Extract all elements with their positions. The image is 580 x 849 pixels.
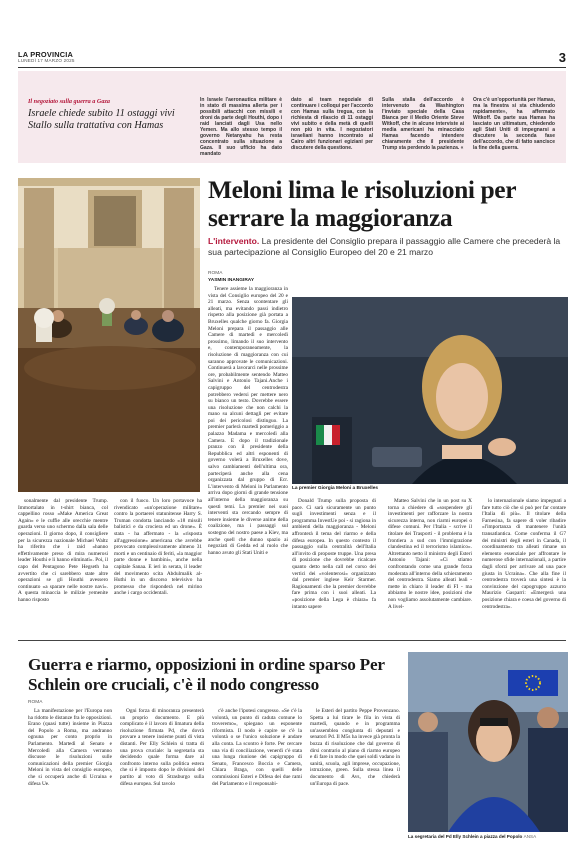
left-story-column-2: con il fuoco. Un loro portavoce ha rivendicato «un'operazione militare» contro la portaerei statunitense Harry S. Truman condotta lanciando «18 missili balistici e da crociera ed un drone». È stata - ha affermato - la «risposta all'aggressione» americana che avrebbe provocato complessivamente almeno 31 morti e un centinaio di feriti, «la maggior parte donne e bambini», anche nella capitale Sanaa. E ieri in serata, il leader del movimento scita Abdulmalik al-Huthi in un discorso televisivo ha promesso che risponderà nel mirino anche i cargo occidentali. (114, 498, 202, 597)
second-byline: ROMA (28, 700, 43, 705)
photo-schlein (408, 652, 568, 832)
meeting-room-illustration (18, 178, 200, 492)
top-story-column-3: Sulla stalla dell'accordo è intervenuto da Washington l'inviato speciale della Casa Bianca per il Medio Oriente Steve Witkoff, che in alcune interviste ai media americani ha minacciato Hamas facendo intendere chiaramente che il presidente Trump sta perdendo la pazienza. « (382, 97, 464, 151)
second-article-column-3: c'è anche l'ipotesi congresso. «Se c'è la volontà, un punto di caduta comune lo troveremo», spiegano un esponente riformista. Il nodo è capire se c'è la volontà o se l'unico soluzione è andare alla conta. La scontro è forte. Per cercare una via di conciliazione, venerdì c'è stata una lunga riunione dei capigruppo di Senato, Francesco Boccia e Camera, Chiara Braga, con quelli delle commissioni Esteri e Difesa dei due rami del Parlamento e il responsabi- (212, 708, 302, 787)
photo-meloni (292, 297, 568, 484)
second-headline: Guerra e riarmo, opposizioni in ordine sparso Per Schlein ore cruciali, c'è il nodo congresso (28, 655, 385, 694)
photo-meeting-room (18, 178, 200, 492)
photo-credit: ANSA (523, 834, 537, 839)
second-article-column-1: La manifestazione per l'Europa non ha ridotto le distanze fra le opposizioni. Erano (quasi tutte) insieme in Piazza del Popolo a Roma, ma andranno ognuna per conto proprio in Parlamento. Martedì al Senato e Mercoledì alla Camera verranno discusse le risoluzioni sulle comunicazioni della premier Giorgia Meloni in vista del consiglio europeo, che si occuperà anche di Ucraina e difesa Ue. (28, 708, 112, 787)
standfirst-lead: L'intervento. (208, 236, 260, 246)
top-story-column-2: dato al team negoziale di continuare i colloqui per l'accordo con Hamas sulla tregua, con la richiesta di rilascio di 11 ostaggi vivi subito e della metà di quelli non più in vita. I negoziatori israeliani hanno incontrato al Cairo altri funzionari egiziani per discutere della questione. (291, 97, 373, 151)
byline-city: ROMA (208, 271, 223, 276)
top-story-column-1: In Israele l'aeronautica militare è in stato di massima allerta per i possibili attacchi con missili e droni da parte degli Houthi, dopo i raid lanciati dagli Usa nello Yemen. Ma allo stesso tempo il governo Netanyahu ha resta concentrato sulla situazione a Gaza. Il suo ufficio ha dato mandato (200, 97, 282, 157)
left-story-column-1: sonalmente dal presidente Trump. Immortalato in t-shirt bianca, col cappellino rosso «Make America Great Again» e le cuffie alle orecchie mentre guarda verso uno schermo dalla sala delle operazioni. Il giorno dopo, il consigliere per la sicurezza nazionale Michael Waltz ha riferito che i raid «hanno effettivamente preso di mira numerosi leader Houthi e li hanno eliminati». Poi, il capo del Pentagono Pete Hegseth ha avvertito che ci sarebbero state altre operazioni se gli Houthi avessero continuato «a sparare nelle nostre navi». A questa minaccia le milizie yemenite hanno risposto (18, 498, 108, 603)
meloni-portrait-illustration (292, 297, 568, 484)
main-article-column-3: Matteo Salvini che in un post su X torna a chiedere di «sospendere gli investimenti per rafforzare la nostra sicurezza interna, non riarmi europei o difese comuni. Per l'Italia - scrive il titolare dei Trasporti - il problema è la frontiera a sud con l'immigrazione clandestina ed il terrorismo islamico». Altrettanto netto il ministro degli Esteri Antonio Tajani: «Ci stiamo confrontando come una grande forza moderata all'interno della schieramento del centrodestra. Siamo alleati leali - mette in chiaro il leader di FI - ma abbiamo le nostre idee, posizioni che non vogliamo assolutamente cambiare. A livel- (388, 498, 472, 610)
newspaper-logo: LA PROVINCIA (18, 50, 74, 59)
issue-date: LUNEDÌ 17 MARZO 2025 (18, 58, 75, 63)
byline-author: YASMIN INANGIRAY (208, 278, 255, 283)
second-article-column-4: le Esteri del partito Peppe Provenzano. Spetta a lui tirare le fila in vista di martedì, quando e in programma un'assemblea congiunta di deputati e senatori Pd. Il M5s ha invece già pronta la bozza di risoluzione che dal governo di dirsi contrario al piano di riarmo europeo e di fare in modo che quei soldi vadano in sanità, scuola, agli imprese, occupazione, istruzione, green. Sulla stessa linea il documento di Avs, che chiederà un'Europa di pace. (310, 708, 400, 787)
main-headline: Meloni lima le risoluzioni per serrare la maggioranza (208, 175, 516, 232)
photo-schlein-caption: La segretaria del Pd Elly Schlein a piazza del Popolo ANSA (408, 834, 537, 839)
main-article-column-1: Tenere assieme la maggioranza in vista del Consiglio europeo del 20 e 21 marzo. Senza scontentare gli alleati, ma evitando passi indietro rispetto alla posizione già portata a Bruxelles qualche giorno fa. Giorgia Meloni prepara il passaggio alle Camere di martedì e mercoledì prossimo, limando il suo intervento e, contemporaneamente, la risoluzione di maggioranza con cui saranno approvate le comunicazioni. Continuerà a lavorarci nelle prossime ore, probabilmente sentendo Matteo Salvini e Antonio Tajani.Anche i capigruppo del centrodestra potrebbero vedersi per mettere nero su bianco un testo. Dovrebbe essere una risoluzione che non calchi la mano su alcuni dettagli per evitare poi dei pericolosi distinguo. La premier parlerà martedì pomeriggio a palazzo Madama e mercoledì alla Camera. E dopo il tradizionale pranzo con il presidente della Repubblica ed altri esponenti di governo volerà a Bruxelles dove, salvo cambiamenti dell'ultima ora, parteciperà anche alla cena organizzata dal gruppo di Ecr. L'intervento di Meloni in Parlamento arriva dopo giorni di grande tensione all'interno della maggioranza su questi temi. La premier nei suoi interventi sta cercando sempre di tenere insieme le diverse anime della coalizione, ma i passaggi sul sostegno del nostro paese a Kiev, ma anche quell che dunno spazio ai negoziati di Gedda ed al ruolo che hanno avuto gli Stati Uniti e (208, 286, 288, 556)
main-standfirst (208, 236, 568, 258)
section-divider (18, 640, 566, 641)
standfirst-text: La presidente del Consiglio prepara il passaggio alle Camere che precederà la sua partecipazione al Consiglio Europeo del 20 e 21 marzo (208, 236, 561, 257)
second-article-column-2: Ogni forza di minoranza presenterà un proprio documento. E più complicato è il lavoro di limatura della risoluzione firmata Pd, che dovrà provare a tenere insieme punti di vista distanti. Per Elly Schlein si tratta di una prova cruciale: la segretaria sta decidendo quale forma dare al confronto interno sulla politica estera che si è imposto dopo le divisioni del partito al voto di Strasburgo sulla difesa europea. Sul tavolo (120, 708, 204, 787)
schlein-rally-illustration (408, 652, 568, 832)
photo-meloni-caption: La premier Giorgia Meloni a Bruxelles (292, 486, 379, 491)
top-story-headline: Israele chiede subito 11 ostaggi vivi Stallo sulla trattativa con Hamas (28, 108, 175, 131)
main-article-column-2: Donald Trump sulla proposta di pace. Ci sarà sicuramente un punto sugli investimenti senza e il programma InvestUe poi - si ragiona in ambienti della maggioranza - Meloni affronterà il tema del riarmo e della difesa europea. In questo contesto il passaggio sulla centralità dell'Italia all'invito di proposte truppe. Una presa di posizione che dovrebbe ricalcare quanto detto nella call nel corso dei vertici dei «volenterosi» organizzato dal premier inglese Keir Starmer. Ragionamenti che la premier dovrebbe fare prima con i suoi alleati. La «posizione della Lega è chiara» fa intanto sapere (292, 498, 376, 610)
masthead-rule (18, 67, 566, 68)
top-story-column-4: Ora c'è un'opportunità per Hamas, ma la finestra si sta chiudendo rapidamente», ha affermato Witkoff. Da parte sua Hamas ha lasciato un ultimatum, chiedendo agli Stati Uniti di impegnarsi a discutere la seconda fase dell'accordo, che di fatto sancisce la fine della guerra. (473, 97, 555, 151)
top-story-kicker: Il negoziato sulla guerra a Gaza (28, 98, 110, 105)
main-article-column-4: lo internazionale siamo impegnati a fare tutto ciò che si può per far contare l'Italia di più». Il titolare della Farnesina, fa sapere di voler ribadire «l'importanza di mantenere l'unità transatlantica. Come conferma il G7 dei ministri degli esteri in Canada, il coordinamento tra alleati rimane un elemento essenziale per affrontare le numerose sfide internazionali, a partire dagli sforzi per arrivare ad una pace giusta in Ucraina». Che alla fine il centrodestra troverà una sintesi è la convinzione del capogruppo azzurro Maurizio Gasparri: «Emergerà una posizione chiara e coesa del governo di centrodestra». (482, 498, 566, 610)
page-number: 3 (558, 50, 566, 65)
